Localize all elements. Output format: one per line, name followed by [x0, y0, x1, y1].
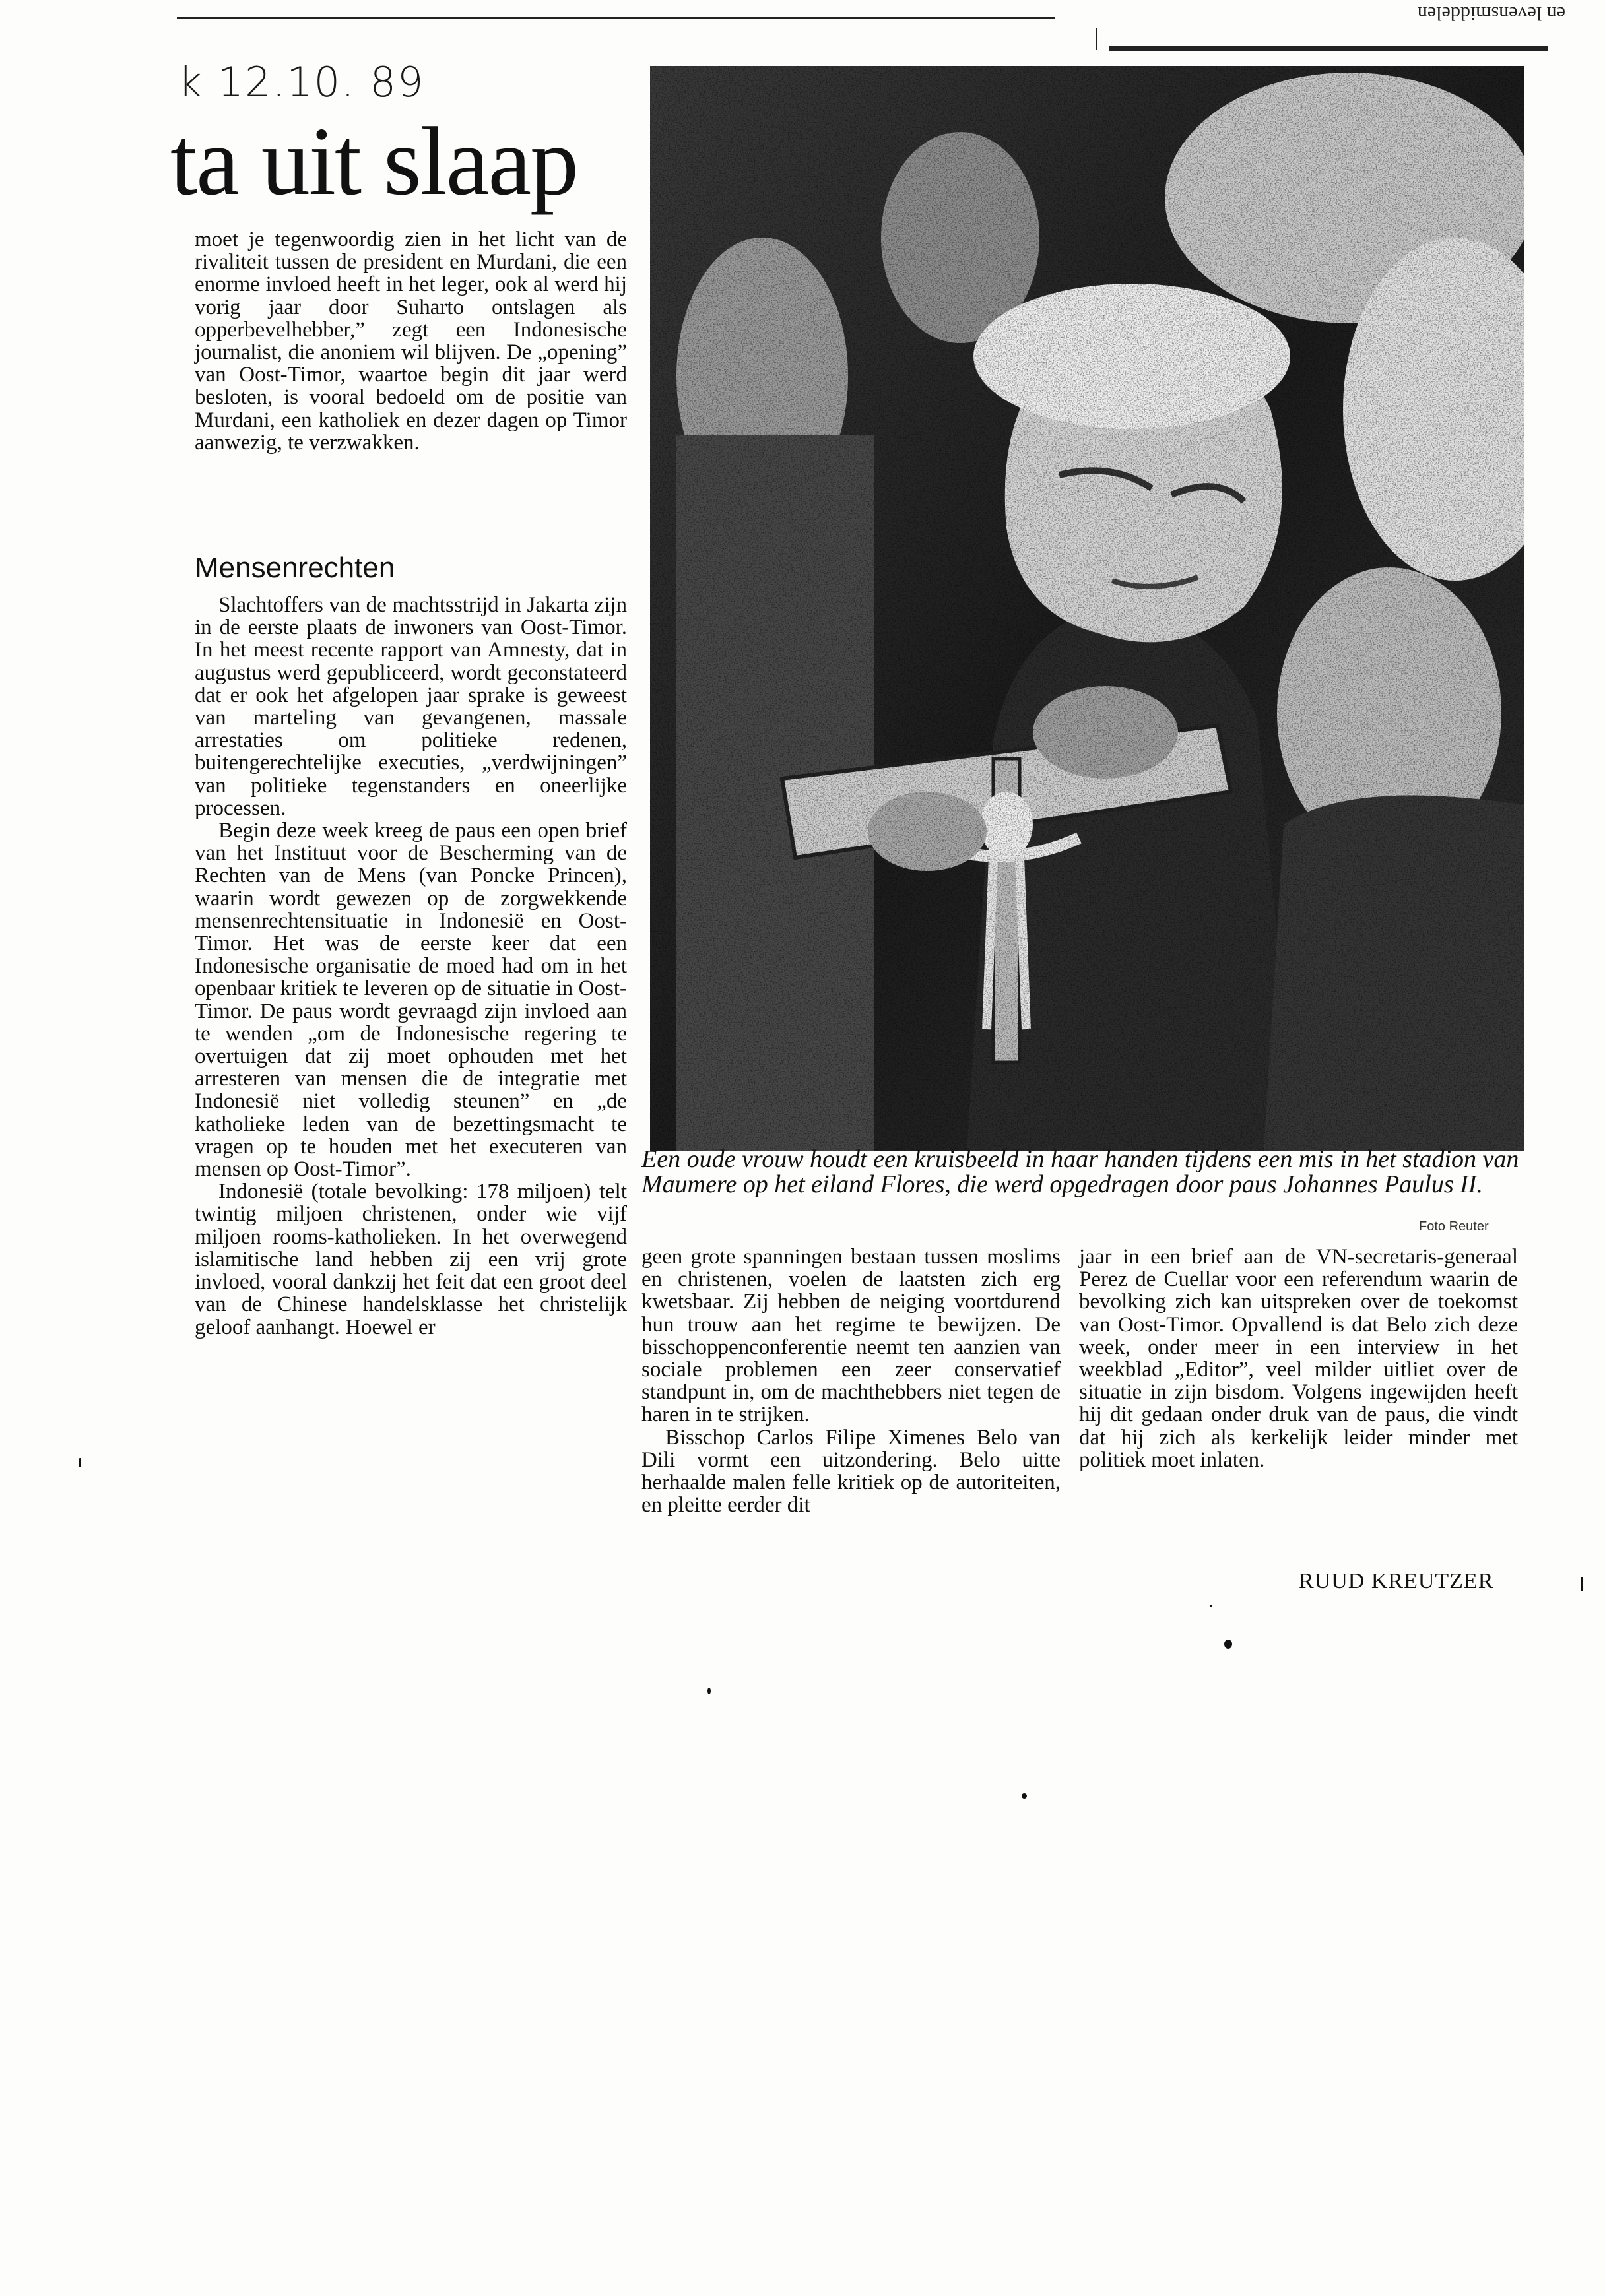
column-1-body — [195, 594, 627, 1339]
column-2-paragraph-2: Bisschop Carlos Filipe Ximenes Belo van Dili vormt een uitzondering. Belo uitte herhaalde malen felle kritiek op de autoriteiten, en pleitte eerder dit — [641, 1425, 1061, 1517]
column-1-paragraph-2: Slachtoffers van de machtsstrijd in Jakarta zijn in de eerste plaats de inwoners van Oost-Timor. In het meest recente rapport van Amnesty, dat in augustus werd gepubliceerd, wordt geconstateerd dat er ook het afgelopen jaar sprake is geweest van marteling van gevangenen, massale arrestaties om politieke redenen, buitengerechtelijke executies, „verdwijningen” van politieke tegenstanders en oneerlijke processen. — [195, 593, 627, 820]
scan-speck — [1210, 1605, 1212, 1607]
photo-image — [650, 66, 1524, 1151]
byline: RUUD KREUTZER — [1299, 1569, 1494, 1593]
scan-speck — [1581, 1577, 1583, 1591]
photo-grain — [650, 66, 1524, 1151]
top-rule-left — [177, 17, 1055, 19]
column-3 — [1079, 1246, 1518, 1471]
top-rule-tick — [1096, 28, 1097, 50]
handwritten-date: k 12.10. 89 — [178, 58, 425, 106]
scan-speck — [1022, 1793, 1027, 1799]
top-rule-right — [1109, 46, 1548, 51]
mirrored-header-text: en levensmiddelen — [1417, 3, 1565, 24]
column-1-paragraph-1: moet je tegenwoordig zien in het licht van de rivaliteit tussen de president en Murdani, die een enorme invloed heeft in het leger, ook al werd hij vorig jaar door Suharto ontslagen als opperbevelhebber,” zegt een Indonesische journalist, die anoniem wil blijven. De „opening” van Oost-Timor, waartoe begin dit jaar werd besloten, is vooral bedoeld om de positie van Murdani, een katholiek en dezer dagen op Timor aanwezig, te verzwakken. — [195, 228, 627, 455]
scan-speck — [707, 1688, 711, 1694]
column-1-top — [195, 228, 627, 454]
column-2 — [641, 1246, 1061, 1516]
photo-caption: Een oude vrouw houdt een kruisbeeld in haar handen tijdens een mis in het stadion van Maumere op het eiland Flores, die werd opgedragen door paus Johannes Paulus II. — [641, 1145, 1519, 1198]
subheading-mensenrechten: Mensenrechten — [195, 552, 395, 584]
scan-speck — [1224, 1640, 1232, 1649]
column-3-paragraph-1: jaar in een brief aan de VN-secretaris-generaal Perez de Cuellar voor een referendum waarin de bevolking zich kan uitspreken over de toekomst van Oost-Timor. Opvallend is dat Belo zich deze week, onder meer in een interview in het weekblad „Editor”, veel milder uitliet over de situatie in zijn bisdom. Volgens ingewijden heeft hij dit gedaan onder druk van de paus, die vindt dat hij zich als kerkelijk leider minder met politiek moet inlaten. — [1079, 1245, 1518, 1472]
scan-speck — [79, 1458, 81, 1467]
headline: ta uit slaap — [170, 108, 578, 216]
column-1-paragraph-3: Begin deze week kreeg de paus een open brief van het Instituut voor de Bescherming van de Rechten van de Mens (van Poncke Princen), waarin wordt gewezen op de zorgwekkende mensenrechtensituatie in Indonesië en Oost-Timor. Het was de eerste keer dat een Indonesische organisatie de moed had om in het openbaar kritiek te leveren op de situatie in Oost-Timor. De paus wordt gevraagd zijn invloed aan te wenden „om de Indonesische regering te overtuigen dat zij moet ophouden met het arresteren van mensen die de integratie met Indonesië niet volledig steunen” en „de katholieke leden van de bezettingsmacht te vragen op te houden met het executeren van mensen op Oost-Timor”. — [195, 819, 627, 1182]
photo-credit: Foto Reuter — [1419, 1219, 1489, 1234]
column-1-paragraph-4: Indonesië (totale bevolking: 178 miljoen) telt twintig miljoen christenen, onder wie vijf miljoen rooms-katholieken. In het overwegend islamitische land hebben zij een vrij grote invloed, vooral dankzij het feit dat een groot deel van de Chinese handelsklasse het christelijk geloof aanhangt. Hoewel er — [195, 1180, 627, 1339]
news-photo — [650, 66, 1524, 1151]
column-2-paragraph-1: geen grote spanningen bestaan tussen moslims en christenen, voelen de laatsten zich erg kwetsbaar. Zij hebben de neiging voortdurend hun trouw aan het regime te bewijzen. De bisschoppenconferentie neemt ten aanzien van sociale problemen een zeer conservatief standpunt in, om de machthebbers niet tegen de haren in te strijken. — [641, 1245, 1061, 1427]
